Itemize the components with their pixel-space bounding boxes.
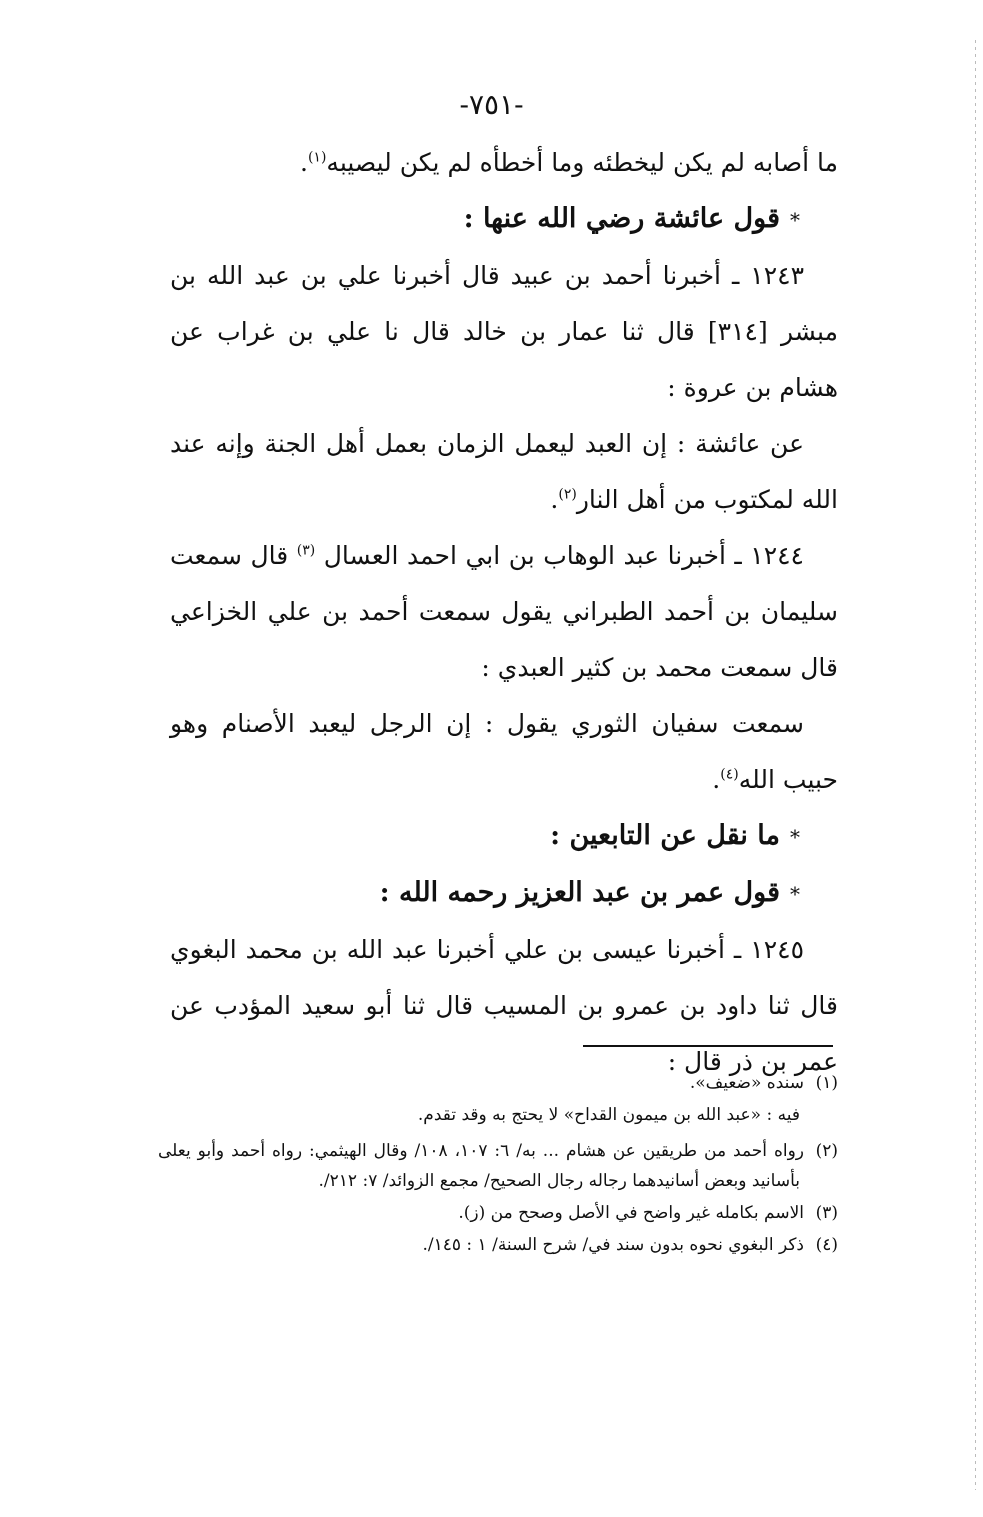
page-number: -٧٥١-	[459, 88, 524, 121]
page-edge-line	[975, 40, 976, 1490]
footnote-4	[158, 1230, 838, 1260]
footnote-number: (٢)	[815, 1141, 839, 1161]
footnote-3	[158, 1198, 838, 1228]
main-text	[170, 135, 838, 1090]
hadith-1245: ١٢٤٥ ـ أخبرنا عيسى بن علي أخبرنا عبد الله بن محمد البغوي قال ثنا داود بن عمرو بن المسيب قال ثنا أبو سعيد المؤدب عن عمر بن ذر قال :	[170, 935, 838, 1076]
footnote-1-continued: فيه : «عبد الله بن ميمون القداح» لا يحتج به وقد تقدم.	[417, 1105, 800, 1125]
footnote-ref-3[interactable]: (٣)	[296, 542, 316, 559]
continuation-line	[170, 135, 838, 191]
text-1244	[170, 696, 838, 808]
footnote-ref-1[interactable]: (١)	[307, 149, 327, 166]
heading-aisha	[170, 191, 800, 248]
heading-umar	[170, 865, 800, 922]
heading-umar-text: قول عمر بن عبد العزيز رحمه الله :	[379, 877, 780, 908]
hadith-1244	[170, 528, 838, 696]
footnote-number: (٤)	[815, 1235, 838, 1255]
text-1243-body: عن عائشة : إن العبد ليعمل الزمان بعمل أهل الجنة وإنه عند الله لمكتوب من أهل النار	[170, 429, 838, 514]
text-1243	[170, 416, 838, 528]
heading-tabieen	[170, 808, 800, 865]
footnote-text: ذكر البغوي نحوه بدون سند في/ شرح السنة/ ١ : ١٤٥/.	[422, 1235, 804, 1255]
star-icon: *	[790, 208, 800, 232]
footnote-divider	[583, 1045, 833, 1047]
period: .	[300, 148, 308, 177]
heading-tabieen-text: ما نقل عن التابعين :	[550, 820, 780, 851]
star-icon: *	[790, 882, 800, 906]
footnote-text: الاسم بكامله غير واضح في الأصل وصحح من (ز).	[458, 1203, 804, 1223]
footnote-text: رواه أحمد من طريقين عن هشام ... به/ ٦: ١٠٧، ١٠٨/ وقال الهيثمي: رواه أحمد وأبو يعلى بأسانيد وبعض أسانيدهما رجاله رجال الصحيح/ مجمع الزوائد/ ٧: ٢١٢/.	[158, 1141, 805, 1191]
hadith-1244-part-a: ١٢٤٤ ـ أخبرنا عبد الوهاب بن ابي احمد العسال	[323, 541, 804, 570]
heading-aisha-text: قول عائشة رضي الله عنها :	[463, 203, 780, 234]
footnote-number: (٣)	[815, 1203, 838, 1223]
footnote-1	[158, 1068, 838, 1098]
footnotes	[158, 1068, 838, 1262]
hadith-1243: ١٢٤٣ ـ أخبرنا أحمد بن عبيد قال أخبرنا علي بن عبد الله بن مبشر [٣١٤] قال ثنا عمار بن خالد قال نا علي بن غراب عن هشام بن عروة :	[170, 261, 838, 402]
period: .	[550, 485, 559, 514]
footnote-2	[158, 1136, 838, 1196]
footnote-ref-2[interactable]: (٢)	[558, 486, 577, 503]
text-1244-body: سمعت سفيان الثوري يقول : إن الرجل ليعبد الأصنام وهو حبيب الله	[170, 709, 838, 794]
hadith-1244-part-b: قال سمعت سليمان بن أحمد الطبراني يقول سمعت أحمد بن علي الخزاعي قال سمعت محمد بن كثير العبدي :	[170, 541, 838, 682]
footnote-text: سنده «ضعيف».	[689, 1073, 804, 1093]
period: .	[712, 765, 721, 794]
continuation-text: ما أصابه لم يكن ليخطئه وما أخطأه لم يكن ليصيبه	[326, 148, 838, 177]
star-icon: *	[790, 825, 800, 849]
footnote-number: (١)	[815, 1073, 838, 1093]
footnote-ref-4[interactable]: (٤)	[720, 766, 739, 783]
